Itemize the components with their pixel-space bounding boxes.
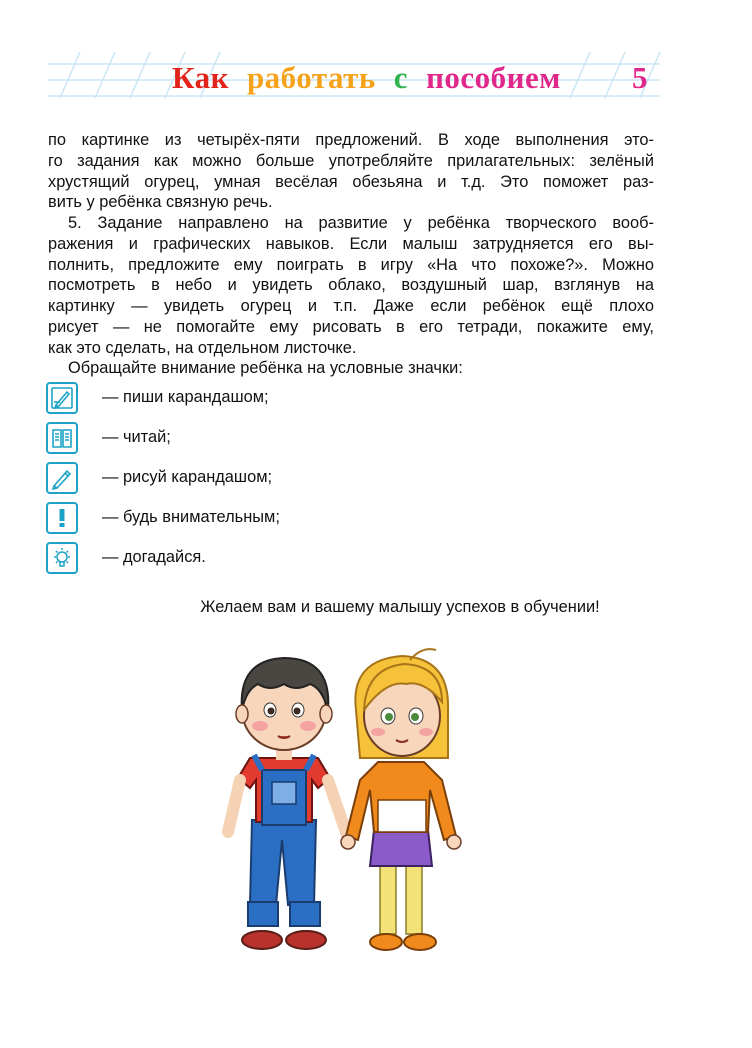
paragraph-3 bbox=[48, 358, 654, 379]
paragraph-1 bbox=[48, 130, 654, 213]
legend-text: — будь внимательным; bbox=[102, 508, 280, 526]
legend-item bbox=[46, 422, 446, 456]
legend-text: — рисуй карандашом; bbox=[102, 468, 273, 486]
text-line: картинку — увидеть огурец и т.п. Даже если ребёнок ещё плохо bbox=[48, 297, 654, 316]
paragraph-2 bbox=[48, 213, 654, 359]
text-line: по картинке из четырёх-пяти предложений. В ходе выполнения это- bbox=[48, 131, 654, 149]
text-line: вить у ребёнка связную речь. bbox=[48, 193, 273, 212]
text-line: ражения и графических навыков. Если малыш затрудняется его вы- bbox=[48, 234, 654, 253]
legend-item bbox=[46, 382, 446, 416]
legend-text: — догадайся. bbox=[102, 548, 206, 566]
text-line: Обращайте внимание ребёнка на условные значки: bbox=[68, 359, 463, 377]
title-word-3: с bbox=[393, 60, 409, 95]
children-illustration bbox=[210, 640, 490, 970]
legend-item bbox=[46, 462, 446, 496]
legend-text: — читай; bbox=[102, 428, 171, 446]
text-line: 5. Задание направлено на развитие у ребёнка творческого вооб- bbox=[68, 214, 654, 232]
book-icon bbox=[46, 422, 78, 454]
title-word-1: Как bbox=[172, 60, 229, 95]
text-line: посмотреть в небо и увидеть облако, воздушный шар, взглянув на bbox=[48, 276, 654, 295]
legend-item bbox=[46, 542, 446, 576]
draw-pencil-icon bbox=[46, 462, 78, 494]
title-word-2: работать bbox=[246, 60, 376, 95]
closing-wish: Желаем вам и вашему малышу успехов в обучении! bbox=[200, 598, 600, 616]
boy-figure bbox=[228, 658, 348, 949]
text-line: хрустящий огурец, умная весёлая обезьяна и т.д. Это поможет раз- bbox=[48, 172, 654, 191]
exclamation-icon bbox=[46, 502, 78, 534]
page-title bbox=[172, 60, 561, 96]
write-pencil-icon bbox=[46, 382, 78, 414]
text-line: как это сделать, на отдельном листочке. bbox=[48, 338, 357, 357]
text-line: го задания как можно больше употребляйте прилагательных: зелёный bbox=[48, 151, 654, 170]
page-number: 5 bbox=[632, 60, 648, 95]
girl-figure bbox=[341, 649, 461, 950]
text-line: рисует — не помогайте ему рисовать в его тетради, покажите ему, bbox=[48, 317, 654, 336]
title-word-4: пособием bbox=[426, 60, 561, 95]
text-line: полнить, предложите ему поиграть в игру «На что похоже?». Можно bbox=[48, 255, 654, 274]
legend-item bbox=[46, 502, 446, 536]
lightbulb-icon bbox=[46, 542, 78, 574]
legend-text: — пиши карандашом; bbox=[102, 388, 269, 406]
